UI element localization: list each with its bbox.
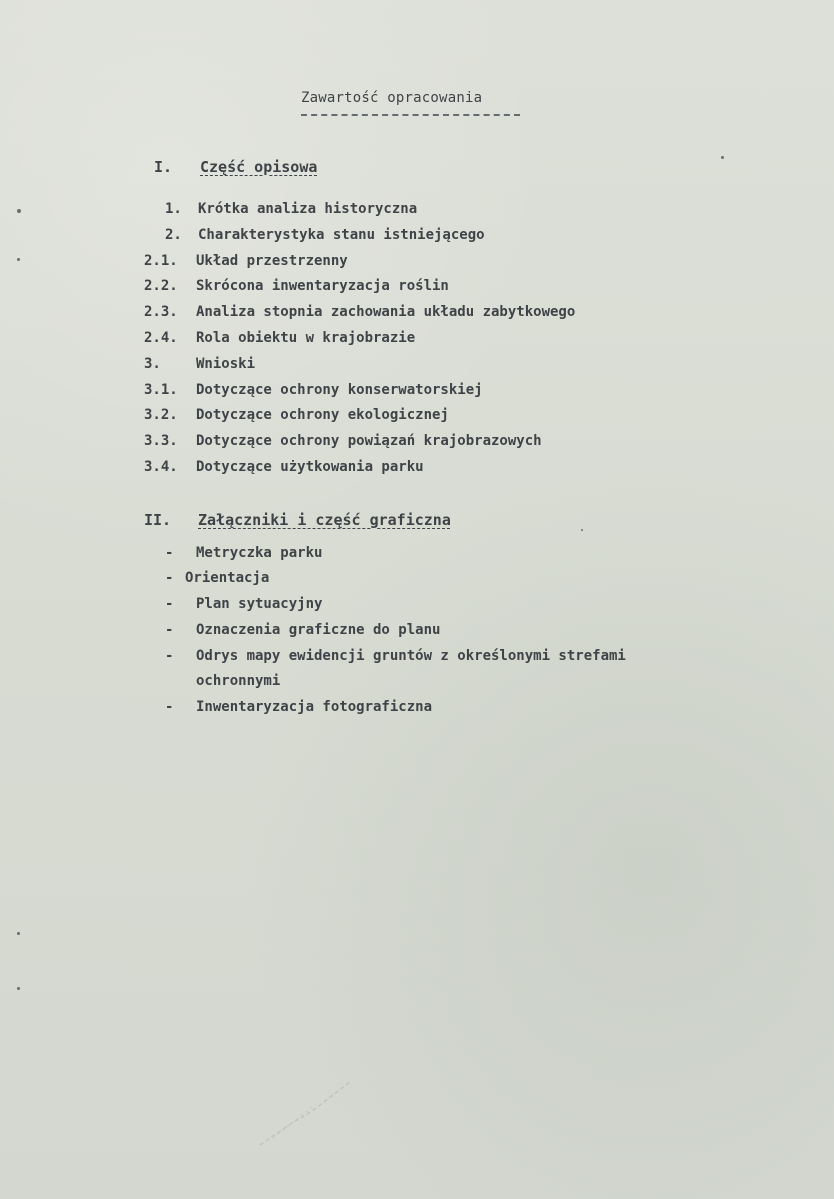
left-margin-mark [17,932,20,935]
section-1-heading [154,158,317,176]
toc-item-number: 2.2. [144,278,178,294]
toc-item-number: 2.3. [144,304,178,320]
toc-item-2-4 [144,330,415,346]
toc-item-text: Rola obiektu w krajobrazie [196,330,416,346]
toc-item-2-1 [144,253,348,269]
title-underline [301,114,520,116]
document-title: Zawartość opracowania [301,90,483,106]
left-margin-mark [17,987,20,990]
toc-item-1 [165,201,417,217]
paper-speck [721,156,724,159]
toc-item-text: Dotyczące ochrony ekologicznej [196,407,449,423]
left-margin-mark [17,209,21,213]
toc-item-text: Układ przestrzenny [196,253,348,269]
toc-item-3-2 [144,407,449,423]
toc-item-number: 3. [144,356,161,372]
attachment-text: Inwentaryzacja fotograficzna [196,699,433,715]
paper-speck [581,529,583,531]
toc-item-2-3 [144,304,575,320]
attachment-item [165,570,269,586]
attachment-item [165,545,322,561]
attachment-bullet: - [165,545,174,561]
toc-item-number: 3.3. [144,433,178,449]
section-1-number: I. [154,158,173,176]
section-2-number: II. [144,511,172,529]
toc-item-number: 2.1. [144,253,178,269]
attachment-text: ochronnymi [196,673,281,689]
toc-item-text: Krótka analiza historyczna [198,201,418,217]
toc-item-text: Skrócona inwentaryzacja roślin [196,278,449,294]
toc-item-3-4 [144,459,424,475]
attachment-text: Plan sytuacyjny [196,596,323,612]
attachment-item [165,596,322,612]
attachment-bullet: - [165,596,174,612]
toc-item-3-3 [144,433,542,449]
attachment-text: Odrys mapy ewidencji gruntów z określonymi strefami [196,648,626,664]
attachment-bullet: - [165,699,174,715]
toc-item-number: 3.1. [144,382,178,398]
left-margin-mark [17,258,20,261]
toc-item-3 [144,356,255,372]
attachment-item [165,699,432,715]
attachment-bullet: - [165,570,174,586]
faint-pencil-mark [258,1080,353,1148]
section-2-heading [144,511,451,529]
attachment-text: Oznaczenia graficzne do planu [196,622,441,638]
attachment-item [165,622,440,638]
attachment-item-continuation [165,673,280,689]
toc-item-number: 2. [165,227,182,243]
attachment-text: Metryczka parku [196,545,323,561]
attachment-text: Orientacja [185,570,270,586]
toc-item-text: Charakterystyka stanu istniejącego [198,227,485,243]
toc-item-text: Dotyczące użytkowania parku [196,459,424,475]
attachment-bullet: - [165,648,174,664]
toc-item-2-2 [144,278,449,294]
toc-item-text: Dotyczące ochrony konserwatorskiej [196,382,483,398]
toc-item-text: Dotyczące ochrony powiązań krajobrazowych [196,433,542,449]
attachment-bullet: - [165,622,174,638]
toc-item-3-1 [144,382,483,398]
toc-item-text: Analiza stopnia zachowania układu zabytkowego [196,304,576,320]
section-1-title: Część opisowa [200,158,318,176]
toc-item-number: 3.4. [144,459,178,475]
toc-item-number: 1. [165,201,182,217]
toc-item-number: 3.2. [144,407,178,423]
section-2-title: Załączniki i część graficzna [198,511,451,529]
toc-item-text: Wnioski [196,356,256,372]
toc-item-2 [165,227,485,243]
attachment-item [165,648,626,664]
toc-item-number: 2.4. [144,330,178,346]
